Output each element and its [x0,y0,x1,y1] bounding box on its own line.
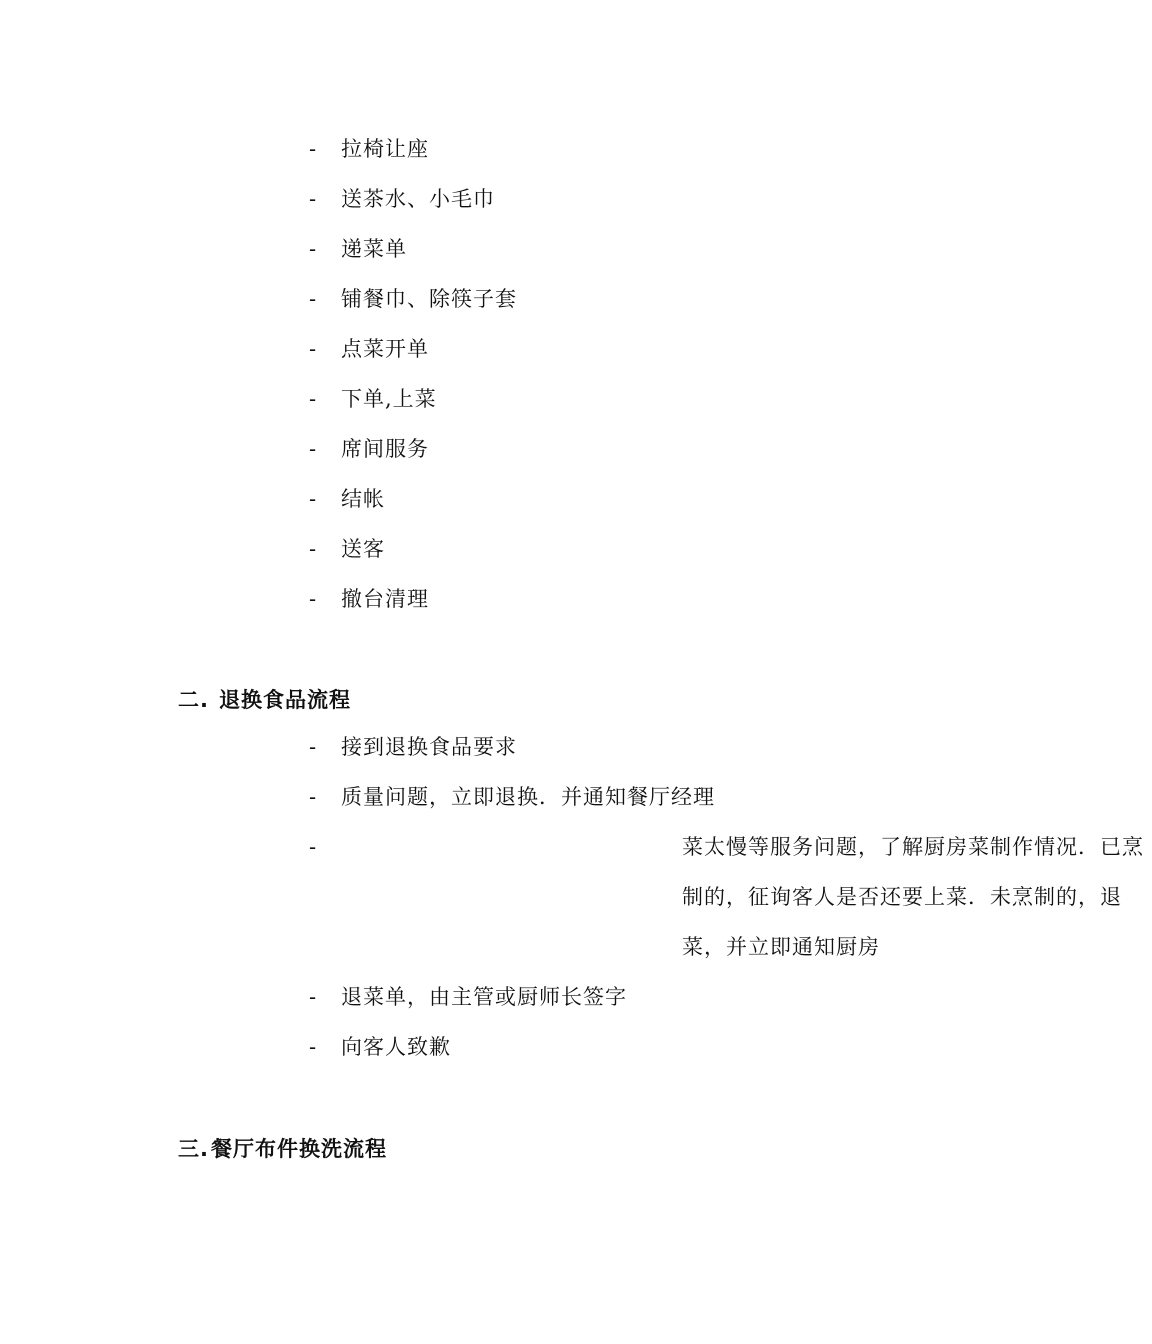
section-heading [178,1133,387,1163]
list-item-text: 送茶水、小毛巾 [341,187,495,211]
bullet-dash: - [309,735,317,759]
bullet-dash: - [309,237,317,261]
list-item-text: 撤台清理 [341,587,429,611]
section-heading [178,684,351,714]
bullet-dash: - [309,387,317,411]
list-item [0,972,950,1022]
list-item [0,524,950,574]
bullet-dash: - [309,187,317,211]
list-item [0,574,950,624]
list-item [0,424,950,474]
list-item-text: 结帐 [341,487,385,511]
list-item [0,274,950,324]
list-item-text: 菜太慢等服务问题，了解厨房菜制作情况．已烹制的，征询客人是否还要上菜．未烹制的，退菜，并立即通知厨房 [682,835,1144,959]
bullet-dash: - [309,537,317,561]
bullet-dash: - [309,137,317,161]
list-item-text: 拉椅让座 [341,137,429,161]
list-item-text: 向客人致歉 [341,1035,451,1059]
list-item [0,174,950,224]
list-item-text: 接到退换食品要求 [341,735,517,759]
list-item [0,224,950,274]
list-item [0,474,950,524]
list-item-text: 送客 [341,537,385,561]
list-item [0,124,950,174]
list-item [0,722,950,772]
section-number: 二. [178,688,209,712]
bullet-dash: - [309,287,317,311]
bullet-dash: - [309,785,317,809]
bullet-dash: - [309,437,317,461]
list-item [0,324,950,374]
list-item-text: 下单,上菜 [341,387,437,411]
food-return-steps-list [0,722,1144,1072]
list-item [0,772,950,822]
bullet-dash: - [309,1035,317,1059]
section-title: 退换食品流程 [218,688,351,712]
bullet-dash: - [309,587,317,611]
bullet-dash: - [309,835,317,859]
list-item [0,822,1144,972]
list-item [0,1022,950,1072]
list-item-text: 席间服务 [341,437,429,461]
section-number: 三. [178,1137,209,1161]
bullet-dash: - [309,985,317,1009]
list-item [0,374,950,424]
service-steps-list [0,124,950,624]
list-item-text: 质量问题，立即退换．并通知餐厅经理 [341,785,715,809]
section-title: 餐厅布件换洗流程 [210,1137,387,1161]
bullet-dash: - [309,337,317,361]
list-item-text: 点菜开单 [341,337,429,361]
list-item-text: 退菜单，由主管或厨师长签字 [341,985,627,1009]
list-item-text: 铺餐巾、除筷子套 [341,287,517,311]
list-item-text: 递菜单 [341,237,407,261]
bullet-dash: - [309,487,317,511]
